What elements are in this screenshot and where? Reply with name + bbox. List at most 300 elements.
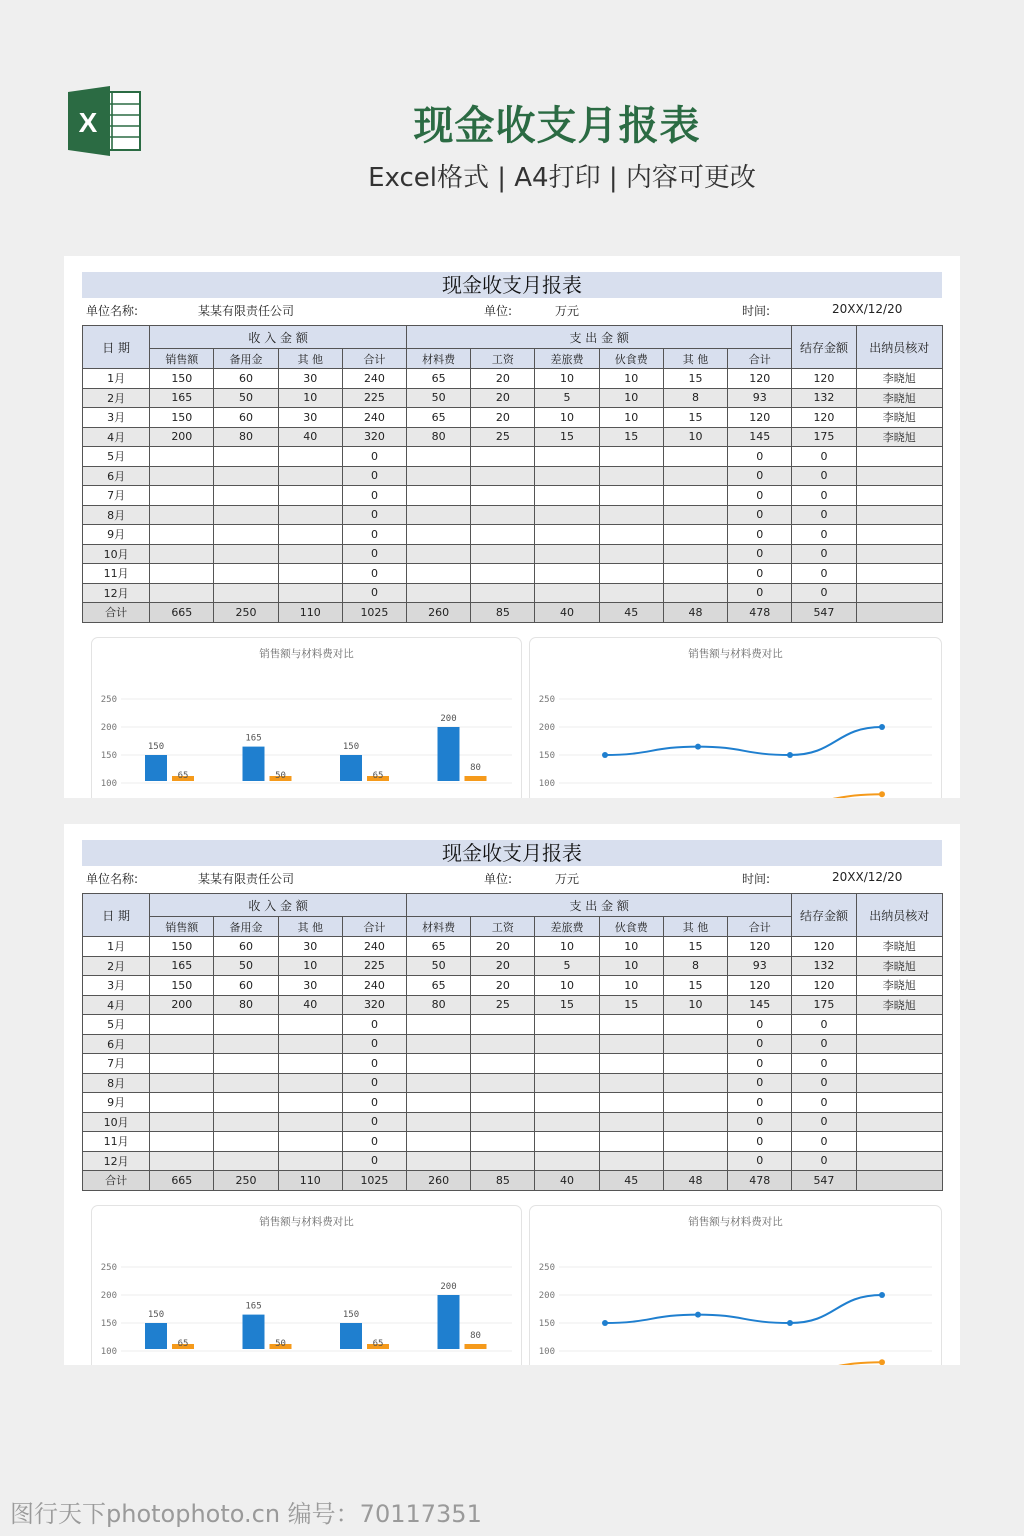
cell-food (599, 1015, 663, 1035)
total-other: 110 (278, 1171, 342, 1191)
cell-travel (535, 505, 599, 525)
cell-food (599, 1034, 663, 1054)
cell-balance: 132 (792, 388, 856, 408)
header-material: 材料费 (407, 349, 471, 369)
table-row (83, 1034, 943, 1054)
cell-material (407, 447, 471, 467)
y-tick-label: 100 (538, 779, 555, 789)
cell-travel: 10 (535, 369, 599, 389)
cell-month: 11月 (83, 1132, 150, 1152)
cell-food: 15 (599, 995, 663, 1015)
cell-wage: 20 (471, 388, 535, 408)
cell-material (407, 1151, 471, 1171)
cell-material: 65 (407, 408, 471, 428)
header-income-total: 合计 (342, 917, 406, 937)
cell-cashier (856, 505, 942, 525)
cell-other2: 15 (663, 369, 727, 389)
bar-chart (91, 1205, 522, 1365)
cell-travel: 15 (535, 427, 599, 447)
cell-sales (150, 1151, 214, 1171)
cell-sales (150, 1015, 214, 1035)
cell-travel (535, 1093, 599, 1113)
cell-other: 30 (278, 408, 342, 428)
y-tick-label: 150 (538, 751, 555, 761)
cell-food: 10 (599, 976, 663, 996)
bar-mark (465, 1344, 487, 1349)
cell-balance: 120 (792, 976, 856, 996)
cell-wage (471, 564, 535, 584)
cell-sales: 150 (150, 408, 214, 428)
cell-reserve (214, 466, 278, 486)
line-chart-title: 销售额与材料费对比 (688, 648, 783, 660)
cell-material (407, 1015, 471, 1035)
cell-income-total: 225 (342, 388, 406, 408)
cell-cashier (856, 525, 942, 545)
cell-cashier (856, 544, 942, 564)
cell-other (278, 447, 342, 467)
bar-data-label: 200 (440, 714, 457, 724)
header-balance: 结存金额 (792, 894, 856, 937)
cell-reserve: 60 (214, 369, 278, 389)
table-row (83, 486, 943, 506)
cell-food (599, 1112, 663, 1132)
cell-month: 8月 (83, 1073, 150, 1093)
cell-wage: 25 (471, 995, 535, 1015)
cell-reserve (214, 1034, 278, 1054)
bar-mark (243, 747, 265, 781)
cell-cashier: 李晓旭 (856, 956, 942, 976)
cell-other (278, 1015, 342, 1035)
bar-mark (340, 755, 362, 781)
bar-data-label: 165 (245, 733, 262, 744)
cell-month: 9月 (83, 525, 150, 545)
cell-wage (471, 525, 535, 545)
cell-other: 10 (278, 388, 342, 408)
cell-cashier (856, 1132, 942, 1152)
cell-cashier (856, 583, 942, 603)
total-reserve: 250 (214, 1171, 278, 1191)
y-tick-label: 250 (538, 695, 555, 705)
cell-travel (535, 466, 599, 486)
cell-travel: 10 (535, 976, 599, 996)
cell-other2 (663, 564, 727, 584)
cell-month: 12月 (83, 1151, 150, 1171)
report-card-2 (64, 824, 960, 1365)
cell-balance: 175 (792, 427, 856, 447)
unit-name-value: 某某有限责任公司 (198, 872, 295, 886)
cell-month: 7月 (83, 486, 150, 506)
cell-sales: 200 (150, 995, 214, 1015)
cell-income-total: 0 (342, 1054, 406, 1074)
time-label: 时间: (742, 872, 771, 886)
cell-balance: 0 (792, 525, 856, 545)
bar-data-label: 165 (245, 1301, 262, 1312)
cell-month: 9月 (83, 1093, 150, 1113)
unit-label: 单位: (484, 304, 513, 318)
bar-mark (438, 727, 460, 781)
cell-income-total: 240 (342, 408, 406, 428)
line-point (602, 752, 608, 758)
cell-income-total: 0 (342, 564, 406, 584)
cell-travel (535, 544, 599, 564)
cell-other2 (663, 505, 727, 525)
cell-expense-total: 0 (728, 1073, 792, 1093)
line-point (879, 791, 885, 797)
cell-food (599, 1093, 663, 1113)
header-travel: 差旅费 (535, 349, 599, 369)
cell-other (278, 544, 342, 564)
table-row (83, 1015, 943, 1035)
header-travel: 差旅费 (535, 917, 599, 937)
cell-month: 12月 (83, 583, 150, 603)
cell-material (407, 1132, 471, 1152)
total-month: 合计 (83, 603, 150, 623)
report-table (82, 893, 943, 1191)
cell-other2 (663, 583, 727, 603)
cell-other (278, 466, 342, 486)
table-row (83, 447, 943, 467)
cell-wage: 20 (471, 976, 535, 996)
total-wage: 85 (471, 1171, 535, 1191)
cell-reserve (214, 544, 278, 564)
cell-other2: 10 (663, 995, 727, 1015)
cell-month: 2月 (83, 388, 150, 408)
y-tick-label: 250 (100, 695, 117, 705)
series-line (605, 794, 882, 798)
cell-other: 30 (278, 976, 342, 996)
table-row (83, 1132, 943, 1152)
cell-travel (535, 447, 599, 467)
cell-other2 (663, 1054, 727, 1074)
cell-balance: 0 (792, 1073, 856, 1093)
total-other2: 48 (663, 603, 727, 623)
cell-wage (471, 1073, 535, 1093)
cell-cashier (856, 1112, 942, 1132)
table-row (83, 976, 943, 996)
cell-reserve (214, 486, 278, 506)
header-income-group: 收 入 金 额 (150, 326, 407, 349)
cell-month: 4月 (83, 995, 150, 1015)
cell-income-total: 0 (342, 1151, 406, 1171)
cell-balance: 0 (792, 1112, 856, 1132)
table-row (83, 995, 943, 1015)
cell-month: 10月 (83, 544, 150, 564)
total-balance: 547 (792, 603, 856, 623)
cell-income-total: 0 (342, 544, 406, 564)
total-cashier (856, 603, 942, 623)
line-chart-svg (530, 1206, 941, 1365)
cell-travel (535, 1034, 599, 1054)
cell-sales: 200 (150, 427, 214, 447)
cell-balance: 0 (792, 447, 856, 467)
cell-travel: 5 (535, 388, 599, 408)
table-row (83, 583, 943, 603)
time-value: 20XX/12/20 (832, 302, 903, 316)
header-expense-group: 支 出 金 额 (407, 894, 792, 917)
cell-food: 10 (599, 369, 663, 389)
cell-income-total: 0 (342, 1034, 406, 1054)
cell-balance: 120 (792, 369, 856, 389)
total-expense-total: 478 (728, 1171, 792, 1191)
y-tick-label: 100 (538, 1347, 555, 1357)
cell-reserve (214, 447, 278, 467)
cell-cashier: 李晓旭 (856, 937, 942, 957)
bar-data-label: 50 (275, 1339, 286, 1349)
header-wage: 工资 (471, 917, 535, 937)
cell-balance: 0 (792, 564, 856, 584)
header-date: 日 期 (83, 894, 150, 937)
cell-material (407, 1073, 471, 1093)
total-row (83, 1171, 943, 1191)
cell-food (599, 1054, 663, 1074)
line-point (602, 1320, 608, 1326)
line-chart-svg (530, 638, 941, 798)
header-date: 日 期 (83, 326, 150, 369)
cell-cashier (856, 466, 942, 486)
cell-material: 50 (407, 956, 471, 976)
cell-expense-total: 0 (728, 486, 792, 506)
cell-material: 80 (407, 427, 471, 447)
cell-expense-total: 93 (728, 956, 792, 976)
header-reserve: 备用金 (214, 349, 278, 369)
cell-expense-total: 0 (728, 1151, 792, 1171)
cell-income-total: 320 (342, 995, 406, 1015)
time-label: 时间: (742, 304, 771, 318)
cell-expense-total: 0 (728, 1054, 792, 1074)
cell-reserve: 80 (214, 995, 278, 1015)
table-row (83, 956, 943, 976)
y-tick-label: 100 (100, 779, 117, 789)
cell-other: 30 (278, 937, 342, 957)
cell-expense-total: 0 (728, 564, 792, 584)
cell-month: 4月 (83, 427, 150, 447)
total-sales: 665 (150, 603, 214, 623)
bar-chart-title: 销售额与材料费对比 (259, 1216, 354, 1228)
cell-other: 30 (278, 369, 342, 389)
cell-income-total: 225 (342, 956, 406, 976)
y-tick-label: 100 (100, 1347, 117, 1357)
cell-travel (535, 583, 599, 603)
cell-sales (150, 447, 214, 467)
cell-sales (150, 505, 214, 525)
header-wage: 工资 (471, 349, 535, 369)
cell-reserve: 50 (214, 956, 278, 976)
cell-month: 2月 (83, 956, 150, 976)
total-reserve: 250 (214, 603, 278, 623)
cell-expense-total: 120 (728, 369, 792, 389)
cell-expense-total: 145 (728, 427, 792, 447)
cell-travel: 5 (535, 956, 599, 976)
header-material: 材料费 (407, 917, 471, 937)
line-point (879, 1359, 885, 1365)
cell-other2: 8 (663, 956, 727, 976)
cell-income-total: 240 (342, 976, 406, 996)
bar-mark (243, 1315, 265, 1349)
bar-data-label: 65 (372, 771, 384, 781)
cell-cashier: 李晓旭 (856, 976, 942, 996)
cell-wage (471, 505, 535, 525)
cell-income-total: 0 (342, 486, 406, 506)
bar-data-label: 150 (147, 742, 165, 752)
header-income-other: 其 他 (278, 349, 342, 369)
total-food: 45 (599, 1171, 663, 1191)
table-row (83, 466, 943, 486)
cell-material (407, 525, 471, 545)
cell-other (278, 1073, 342, 1093)
total-material: 260 (407, 1171, 471, 1191)
cell-food (599, 505, 663, 525)
cell-material: 80 (407, 995, 471, 1015)
unit-value: 万元 (555, 304, 580, 318)
cell-reserve (214, 525, 278, 545)
cell-wage (471, 486, 535, 506)
header-expense-other: 其 他 (663, 917, 727, 937)
cell-balance: 175 (792, 995, 856, 1015)
cell-travel: 10 (535, 408, 599, 428)
bar-data-label: 80 (470, 763, 481, 773)
total-cashier (856, 1171, 942, 1191)
cell-month: 6月 (83, 1034, 150, 1054)
cell-other (278, 1132, 342, 1152)
line-point (787, 752, 793, 758)
cell-other (278, 1093, 342, 1113)
cell-travel (535, 1112, 599, 1132)
bar-mark (438, 1295, 460, 1349)
series-line (605, 727, 882, 755)
y-tick-label: 150 (538, 1319, 555, 1329)
table-row (83, 427, 943, 447)
cell-expense-total: 0 (728, 447, 792, 467)
cell-material (407, 564, 471, 584)
total-other: 110 (278, 603, 342, 623)
cell-reserve: 50 (214, 388, 278, 408)
cell-wage (471, 1054, 535, 1074)
cell-other2: 15 (663, 976, 727, 996)
cell-cashier (856, 1034, 942, 1054)
report-title: 现金收支月报表 (82, 840, 942, 866)
cell-travel (535, 1132, 599, 1152)
cell-income-total: 0 (342, 466, 406, 486)
cell-balance: 0 (792, 505, 856, 525)
cell-wage (471, 1112, 535, 1132)
cell-other2 (663, 466, 727, 486)
cell-other (278, 1054, 342, 1074)
cell-cashier (856, 447, 942, 467)
table-row (83, 525, 943, 545)
unit-name-label: 单位名称: (86, 872, 139, 886)
cell-reserve (214, 1151, 278, 1171)
cell-food (599, 486, 663, 506)
cell-month: 3月 (83, 408, 150, 428)
cell-cashier (856, 1054, 942, 1074)
cell-balance: 0 (792, 1093, 856, 1113)
cell-month: 1月 (83, 937, 150, 957)
line-point (787, 1320, 793, 1326)
cell-material: 65 (407, 976, 471, 996)
cell-reserve (214, 1112, 278, 1132)
page-header (0, 0, 1024, 230)
report-card-1 (64, 256, 960, 798)
total-row (83, 603, 943, 623)
y-tick-label: 250 (100, 1263, 117, 1273)
cell-expense-total: 0 (728, 544, 792, 564)
cell-food: 10 (599, 408, 663, 428)
cell-income-total: 0 (342, 1132, 406, 1152)
cell-sales (150, 1034, 214, 1054)
total-travel: 40 (535, 603, 599, 623)
cell-balance: 132 (792, 956, 856, 976)
cell-sales: 165 (150, 388, 214, 408)
cell-sales (150, 1054, 214, 1074)
cell-reserve (214, 505, 278, 525)
cell-material (407, 583, 471, 603)
total-income-total: 1025 (342, 603, 406, 623)
cell-reserve: 60 (214, 976, 278, 996)
header-balance: 结存金额 (792, 326, 856, 369)
total-food: 45 (599, 603, 663, 623)
cell-other: 40 (278, 427, 342, 447)
cell-month: 7月 (83, 1054, 150, 1074)
cell-other2: 15 (663, 937, 727, 957)
bar-data-label: 65 (177, 1339, 189, 1349)
page-title: 现金收支月报表 (413, 103, 701, 149)
cell-month: 1月 (83, 369, 150, 389)
header-reserve: 备用金 (214, 917, 278, 937)
cell-cashier (856, 1151, 942, 1171)
cell-month: 11月 (83, 564, 150, 584)
cell-sales: 150 (150, 937, 214, 957)
cell-balance: 0 (792, 1054, 856, 1074)
cell-sales: 165 (150, 956, 214, 976)
unit-name-label: 单位名称: (86, 304, 139, 318)
cell-wage: 20 (471, 369, 535, 389)
cell-sales: 150 (150, 976, 214, 996)
cell-material (407, 1112, 471, 1132)
header-expense-total: 合计 (728, 349, 792, 369)
cell-other (278, 1112, 342, 1132)
total-income-total: 1025 (342, 1171, 406, 1191)
cell-income-total: 320 (342, 427, 406, 447)
cell-food (599, 1132, 663, 1152)
cell-other2: 8 (663, 388, 727, 408)
y-tick-label: 250 (538, 1263, 555, 1273)
cell-other2 (663, 544, 727, 564)
table-row (83, 1054, 943, 1074)
table-row (83, 1151, 943, 1171)
cell-material: 50 (407, 388, 471, 408)
cell-expense-total: 0 (728, 505, 792, 525)
cell-material (407, 544, 471, 564)
cell-expense-total: 0 (728, 1093, 792, 1113)
line-chart (529, 1205, 942, 1365)
cell-expense-total: 120 (728, 408, 792, 428)
bar-data-label: 65 (372, 1339, 384, 1349)
cell-wage (471, 466, 535, 486)
y-tick-label: 150 (100, 1319, 117, 1329)
cell-material (407, 1054, 471, 1074)
header-sales: 销售额 (150, 349, 214, 369)
series-line (605, 1295, 882, 1323)
cell-material (407, 466, 471, 486)
cell-sales (150, 486, 214, 506)
cell-sales (150, 1093, 214, 1113)
cell-wage (471, 447, 535, 467)
cell-travel (535, 1054, 599, 1074)
total-balance: 547 (792, 1171, 856, 1191)
cell-other2 (663, 1073, 727, 1093)
cell-month: 3月 (83, 976, 150, 996)
bar-chart-svg (92, 1206, 521, 1365)
